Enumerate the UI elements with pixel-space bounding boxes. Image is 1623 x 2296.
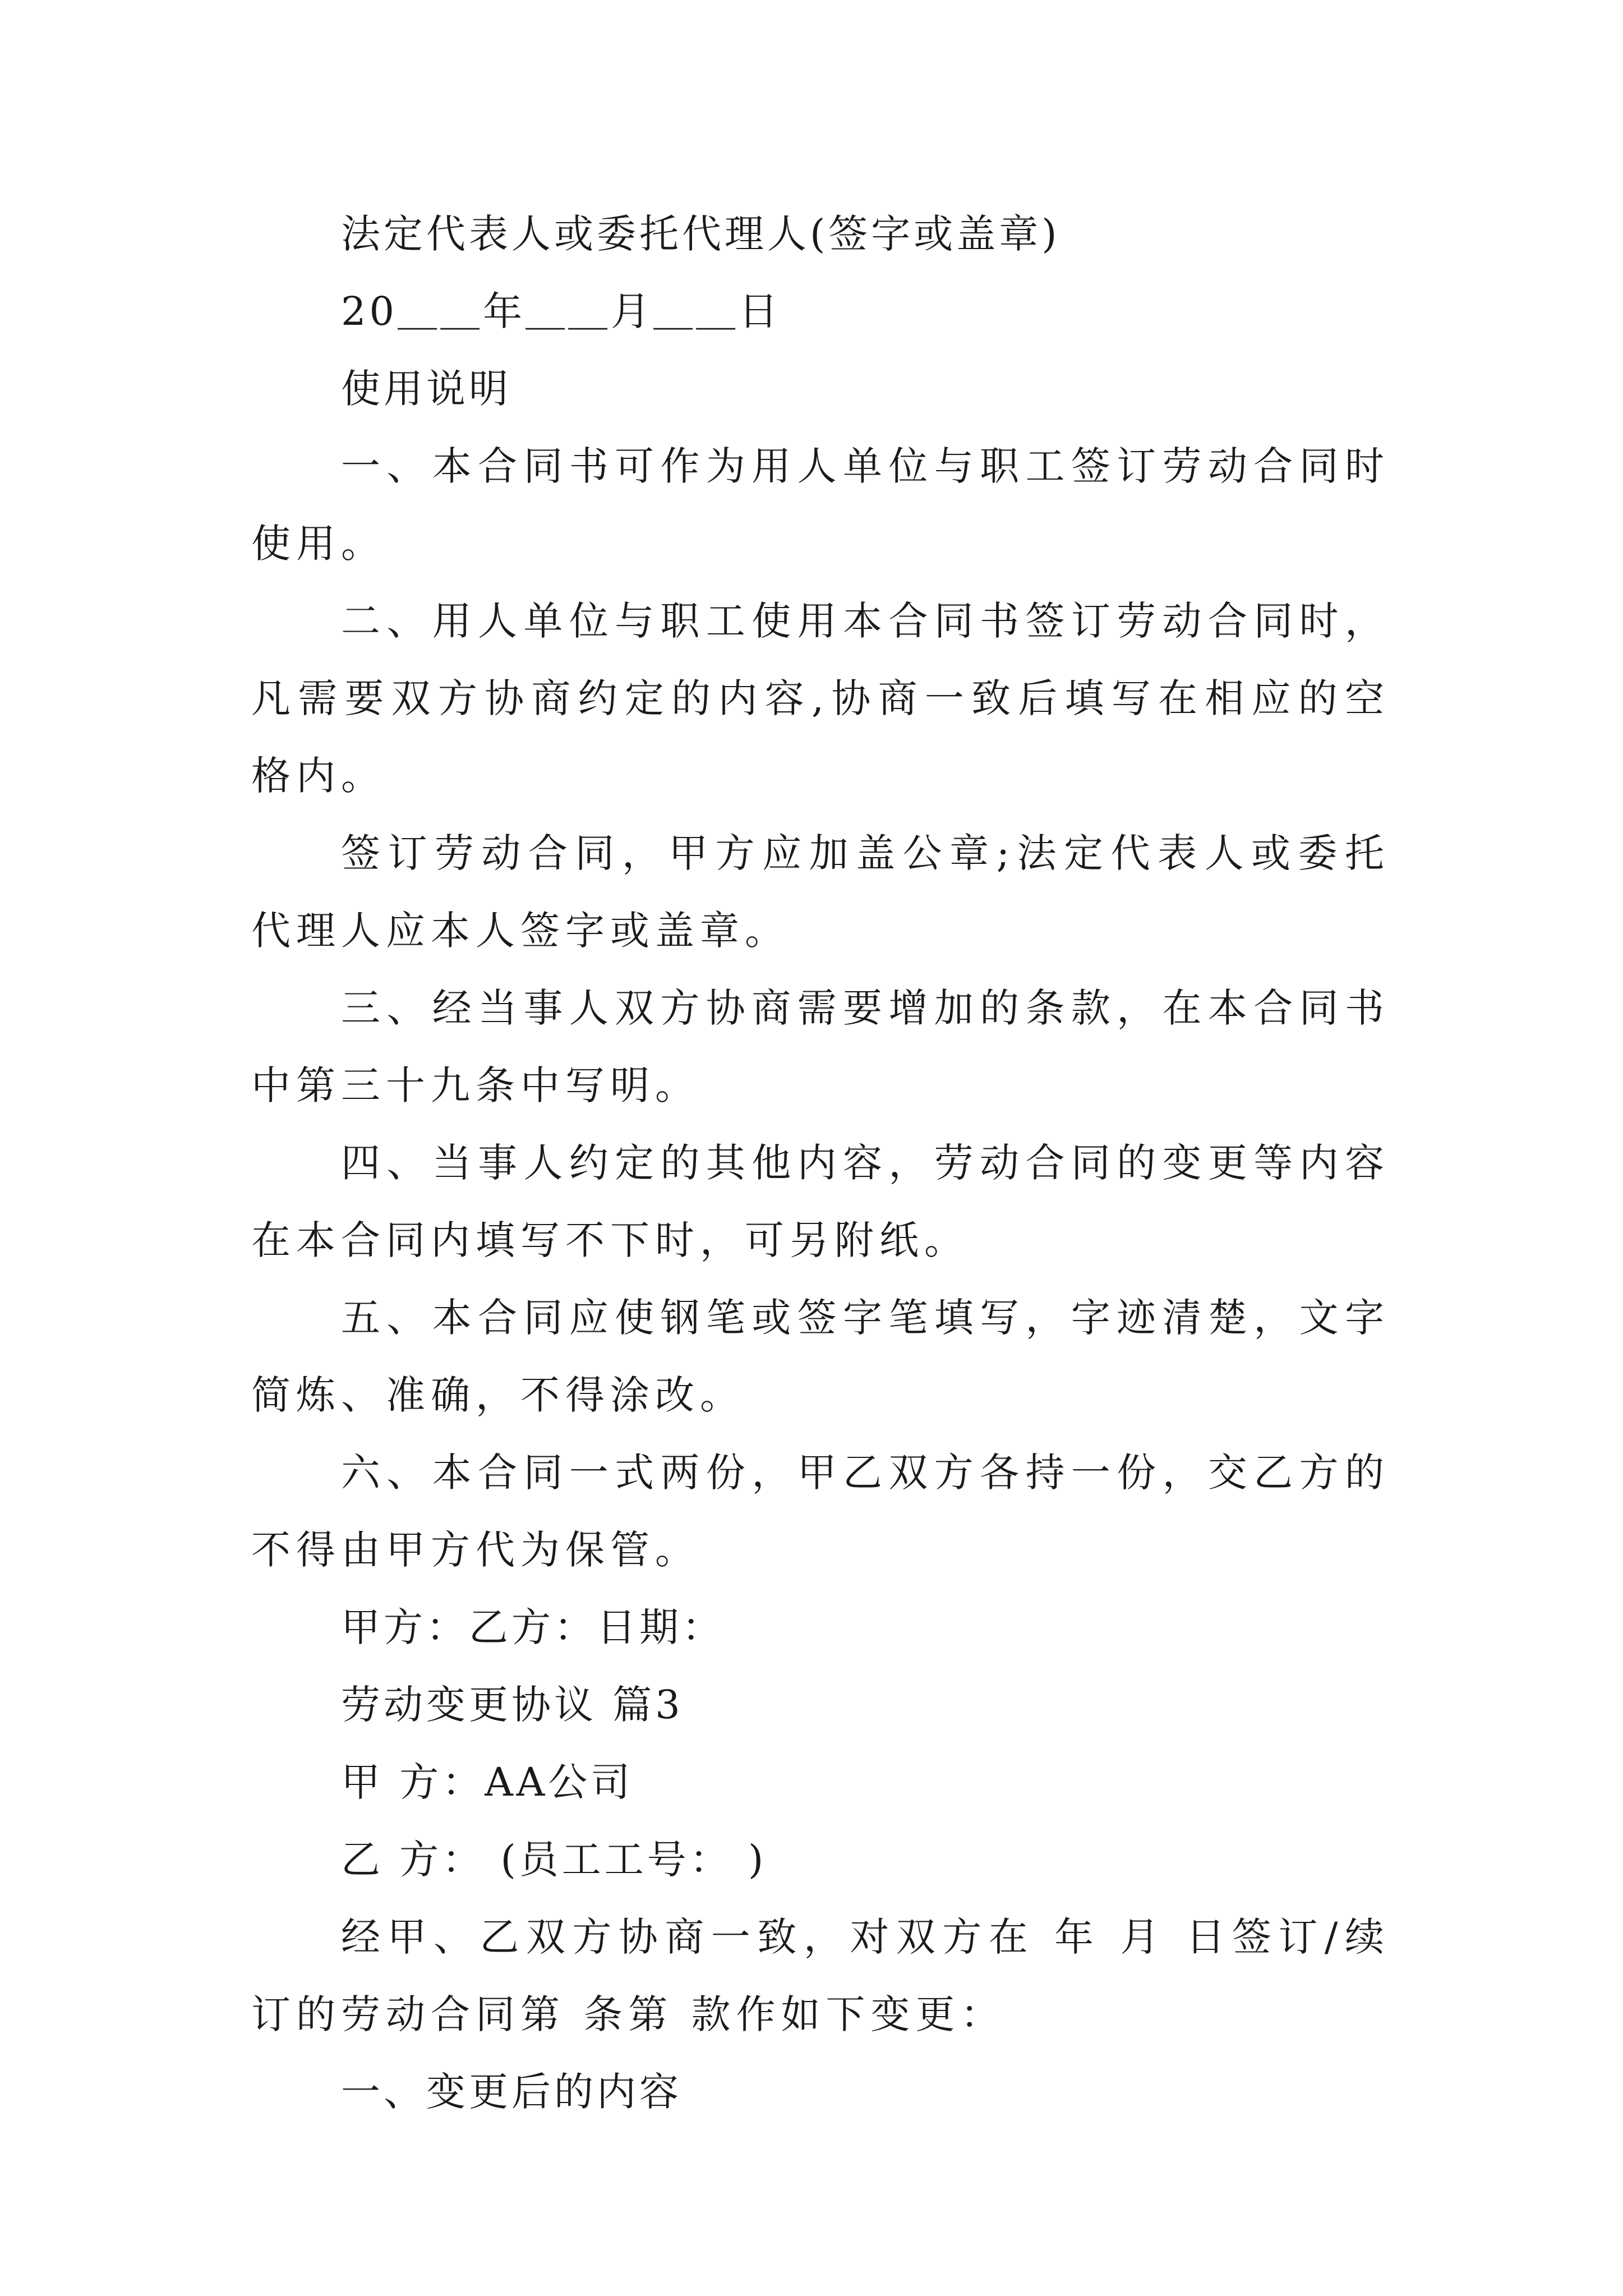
paragraph-item-1: 一、本合同书可作为用人单位与职工签订劳动合同时使用。	[251, 443, 1390, 567]
parties-date-line: 甲方：乙方：日期：	[341, 1604, 725, 1650]
paragraph-signing-note: 签订劳动合同，甲方应加盖公章;法定代表人或委托代理人应本人签字或盖章。	[251, 830, 1390, 954]
agreement-title: 劳动变更协议 篇3	[341, 1682, 684, 1728]
paragraph-item-4: 四、当事人约定的其他内容，劳动合同的变更等内容在本合同内填写不下时，可另附纸。	[251, 1140, 1390, 1263]
paragraph-item-6: 六、本合同一式两份，甲乙双方各持一份，交乙方的不得由甲方代为保管。	[251, 1450, 1390, 1573]
signature-line: 法定代表人或委托代理人(签字或盖章)	[341, 211, 1061, 257]
section-heading-usage-notes: 使用说明	[341, 366, 511, 412]
agreement-intro-paragraph: 经甲、乙双方协商一致，对双方在 年 月 日签订/续订的劳动合同第 条第 款作如下变更：	[251, 1914, 1390, 2037]
party-a-line: 甲 方：AA公司	[341, 1759, 634, 1805]
paragraph-item-5: 五、本合同应使钢笔或签字笔填写，字迹清楚，文字简炼、准确，不得涂改。	[251, 1295, 1390, 1418]
date-line: 20＿＿年＿＿月＿＿日	[341, 288, 782, 334]
section-heading-changed-content: 一、变更后的内容	[341, 2069, 682, 2115]
document-body	[251, 195, 1390, 2131]
party-b-line: 乙 方： (员工工号： )	[341, 1837, 767, 1883]
paragraph-item-3: 三、经当事人双方协商需要增加的条款，在本合同书中第三十九条中写明。	[251, 985, 1390, 1108]
paragraph-item-2: 二、用人单位与职工使用本合同书签订劳动合同时，凡需要双方协商约定的内容,协商一致后填写在相应的空格内。	[251, 598, 1390, 799]
